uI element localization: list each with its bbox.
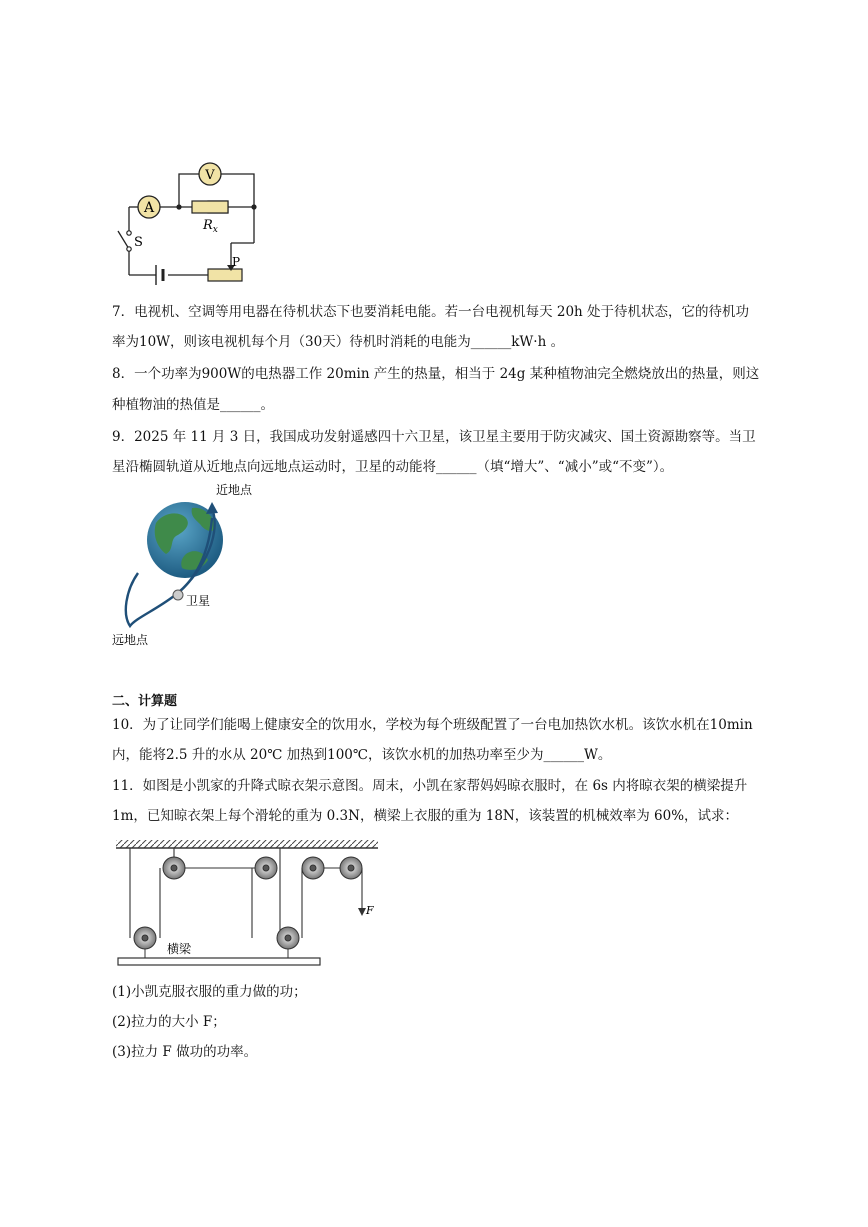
perigee-label: 近地点 (216, 483, 253, 497)
slider-label: P (232, 255, 241, 269)
apogee-label: 远地点 (112, 633, 149, 647)
question-11-line-2: 1m，已知晾衣架上每个滑轮的重为 0.3N，横梁上衣服的重为 18N，该装置的机械效率为 60%，试求： (112, 808, 739, 824)
question-9-line-1: 9．2025 年 11 月 3 日，我国成功发射遥感四十六卫星，该卫星主要用于防灾减灾、国土资源勘察等。当卫 (112, 429, 756, 445)
question-8-line-1: 8．一个功率为900W的电热器工作 20min 产生的热量，相当于 24g 某种植物油完全燃烧放出的热量，则这 (112, 366, 760, 382)
resistor-label: $R_x$ (203, 218, 218, 235)
question-10-line-1: 10．为了让同学们能喝上健康安全的饮用水，学校为每个班级配置了一台电加热饮水机。该饮水机在10min (112, 717, 753, 733)
question-11-sub-2: (2)拉力的大小 F； (112, 1014, 226, 1030)
pulley-diagram (112, 838, 382, 973)
orbit-diagram (108, 478, 268, 653)
force-label: F (366, 904, 374, 917)
question-9-line-2: 星沿椭圆轨道从近地点向远地点运动时，卫星的动能将______（填“增大”、“减小”或“不变”）。 (112, 459, 674, 475)
satellite-label: 卫星 (186, 594, 211, 608)
question-7-line-1: 7．电视机、空调等用电器在待机状态下也要消耗电能。若一台电视机每天 20h 处于待机状态，它的待机功 (112, 304, 750, 320)
question-11-sub-3: (3)拉力 F 做功的功率。 (112, 1044, 258, 1060)
ammeter-label: A (143, 200, 155, 216)
question-8-line-2: 种植物油的热值是______。 (112, 397, 274, 413)
satellite-icon (173, 590, 183, 600)
beam-label: 横梁 (167, 942, 192, 956)
question-11-line-1: 11．如图是小凯家的升降式晾衣架示意图。周末，小凯在家帮妈妈晾衣服时，在 6s 内将晾衣架的横梁提升 (112, 778, 748, 794)
switch-label: S (134, 235, 143, 250)
circuit-diagram (108, 155, 268, 290)
question-7-line-2: 率为10W，则该电视机每个月（30天）待机时消耗的电能为______kW·h 。 (112, 334, 565, 350)
section-title: 二、计算题 (112, 694, 178, 709)
voltmeter-label: V (205, 168, 215, 183)
question-10-line-2: 内，能将2.5 升的水从 20℃ 加热到100℃，该饮水机的加热功率至少为______W。 (112, 747, 612, 763)
question-11-sub-1: (1)小凯克服衣服的重力做的功； (112, 984, 307, 1000)
